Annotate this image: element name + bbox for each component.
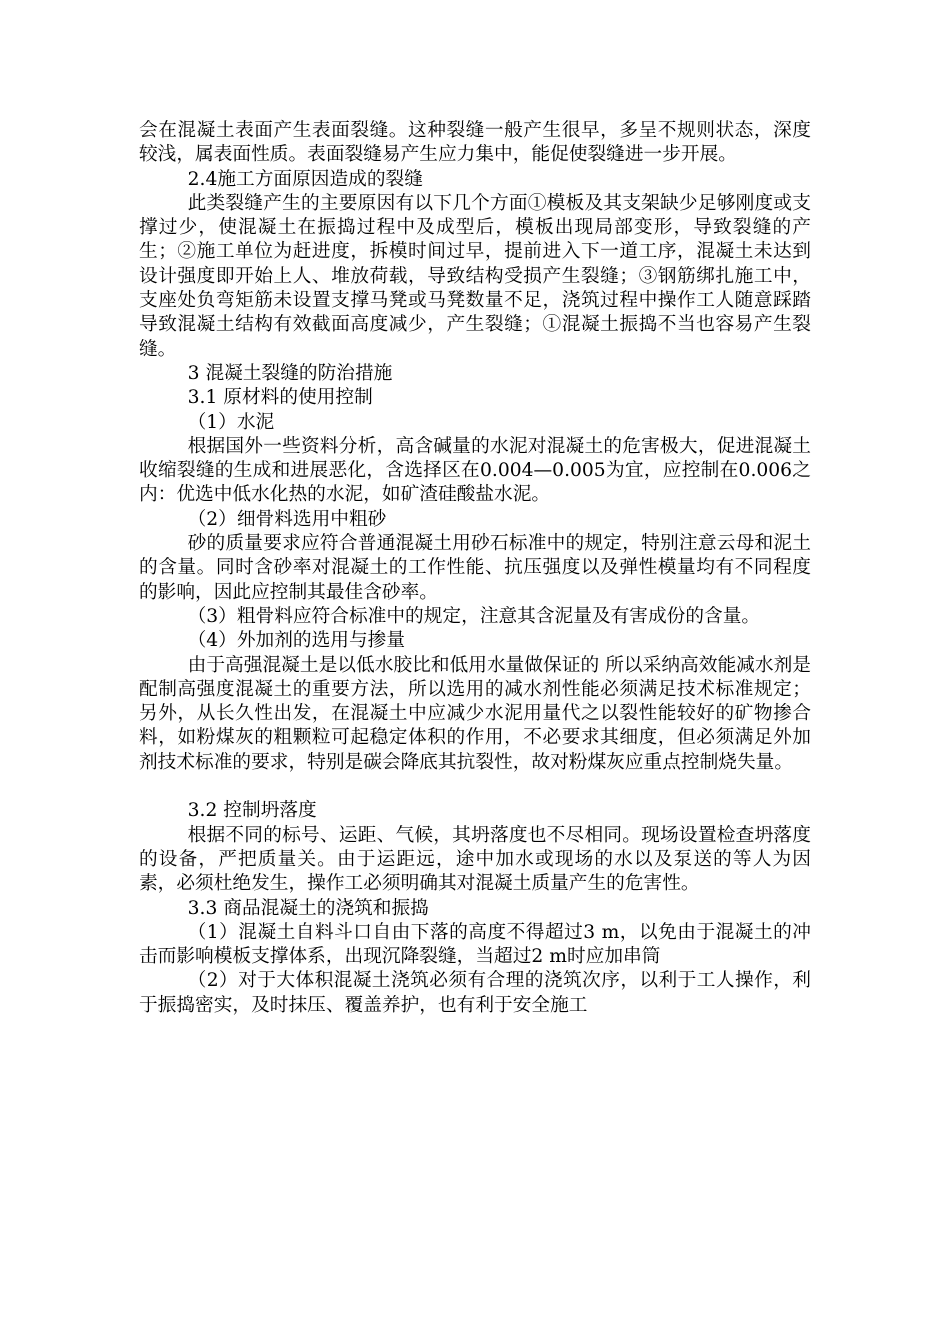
heading-fine-aggregate: （2）细骨料选用中粗砂	[187, 508, 387, 530]
paragraph-free-fall-height: （1）混凝土自料斗口自由下落的高度不得超过3 m，以免由于混凝土的冲击而影响模板支撑体系，出现沉降裂缝，当超过2 m时应加串筒	[139, 921, 811, 968]
heading-admixtures: （4）外加剂的选用与掺量	[187, 630, 406, 652]
paragraph-surface-cracks: 会在混凝土表面产生表面裂缝。这种裂缝一般产生很早，多呈不规则状态，深度较浅，属表面性质。表面裂缝易产生应力集中，能促使裂缝进一步开展。	[139, 120, 811, 166]
heading-3-prevention-measures: 3 混凝土裂缝的防治措施	[187, 362, 393, 384]
document-body	[139, 119, 811, 1018]
paragraph-mass-concrete-sequence: （2）对于大体积混凝土浇筑必须有合理的浇筑次序，以利于工人操作，利于振捣密实，及时抹压、覆盖养护，也有利于安全施工	[139, 970, 811, 1016]
paragraph-admixtures: 由于高强混凝土是以低水胶比和低用水量做保证的 所以采纳高效能减水剂是配制高强度混凝土的重要方法，所以选用的减水剂性能必须满足技术标准规定；另外，从长久性出发，在混凝土中应减少水泥用量代之以裂性能较好的矿物掺合料，如粉煤灰的粗颗粒可起稳定体积的作用，不必要求其细度，但必须满足外加剂技术标准的要求，特别是碳会降底其抗裂性，故对粉煤灰应重点控制烧失量。	[139, 654, 811, 773]
paragraph-cement: 根据国外一些资料分析，高含碱量的水泥对混凝土的危害极大，促进混凝土收缩裂缝的生成和进展恶化，含选择区在0.004—0.005为宜，应控制在0.006之内：优选中低水化热的水泥，如矿渣硅酸盐水泥。	[139, 435, 811, 506]
heading-3-1-raw-materials: 3.1 原材料的使用控制	[187, 387, 373, 409]
paragraph-slump-control: 根据不同的标号、运距、气候，其坍落度也不尽相同。现场设置检查坍落度的设备，严把质量关。由于运距远，途中加水或现场的水以及泵送的等人为因素，必须杜绝发生，操作工必须明确其对混凝土质量产生的危害性。	[139, 824, 811, 895]
heading-2-4-construction-causes: 2.4施工方面原因造成的裂缝	[187, 168, 423, 190]
heading-3-3-pouring-vibrating: 3.3 商品混凝土的浇筑和振捣	[187, 897, 429, 919]
blank-line	[139, 775, 811, 799]
paragraph-coarse-aggregate: （3）粗骨料应符合标准中的规定，注意其含泥量及有害成份的含量。	[187, 605, 761, 627]
heading-3-2-slump-control: 3.2 控制坍落度	[187, 800, 317, 822]
heading-cement: （1）水泥	[187, 411, 275, 433]
paragraph-construction-causes: 此类裂缝产生的主要原因有以下几个方面①模板及其支架缺少足够刚度或支撑过少，使混凝土在振捣过程中及成型后，模板出现局部变形，导致裂缝的产生；②施工单位为赶进度，拆模时间过早，提前进入下一道工序，混凝土未达到设计强度即开始上人、堆放荷载，导致结构受损产生裂缝；③钢筋绑扎施工中，支座处负弯矩筋未设置支撑马凳或马凳数量不足，浇筑过程中操作工人随意踩踏导致混凝土结构有效截面高度减少，产生裂缝；①混凝土振捣不当也容易产生裂缝。	[139, 192, 811, 360]
paragraph-fine-aggregate: 砂的质量要求应符合普通混凝土用砂石标准中的规定，特别注意云母和泥土的含量。同时含砂率对混凝土的工作性能、抗压强度以及弹性模量均有不同程度的影响，因此应控制其最佳含砂率。	[139, 533, 811, 603]
